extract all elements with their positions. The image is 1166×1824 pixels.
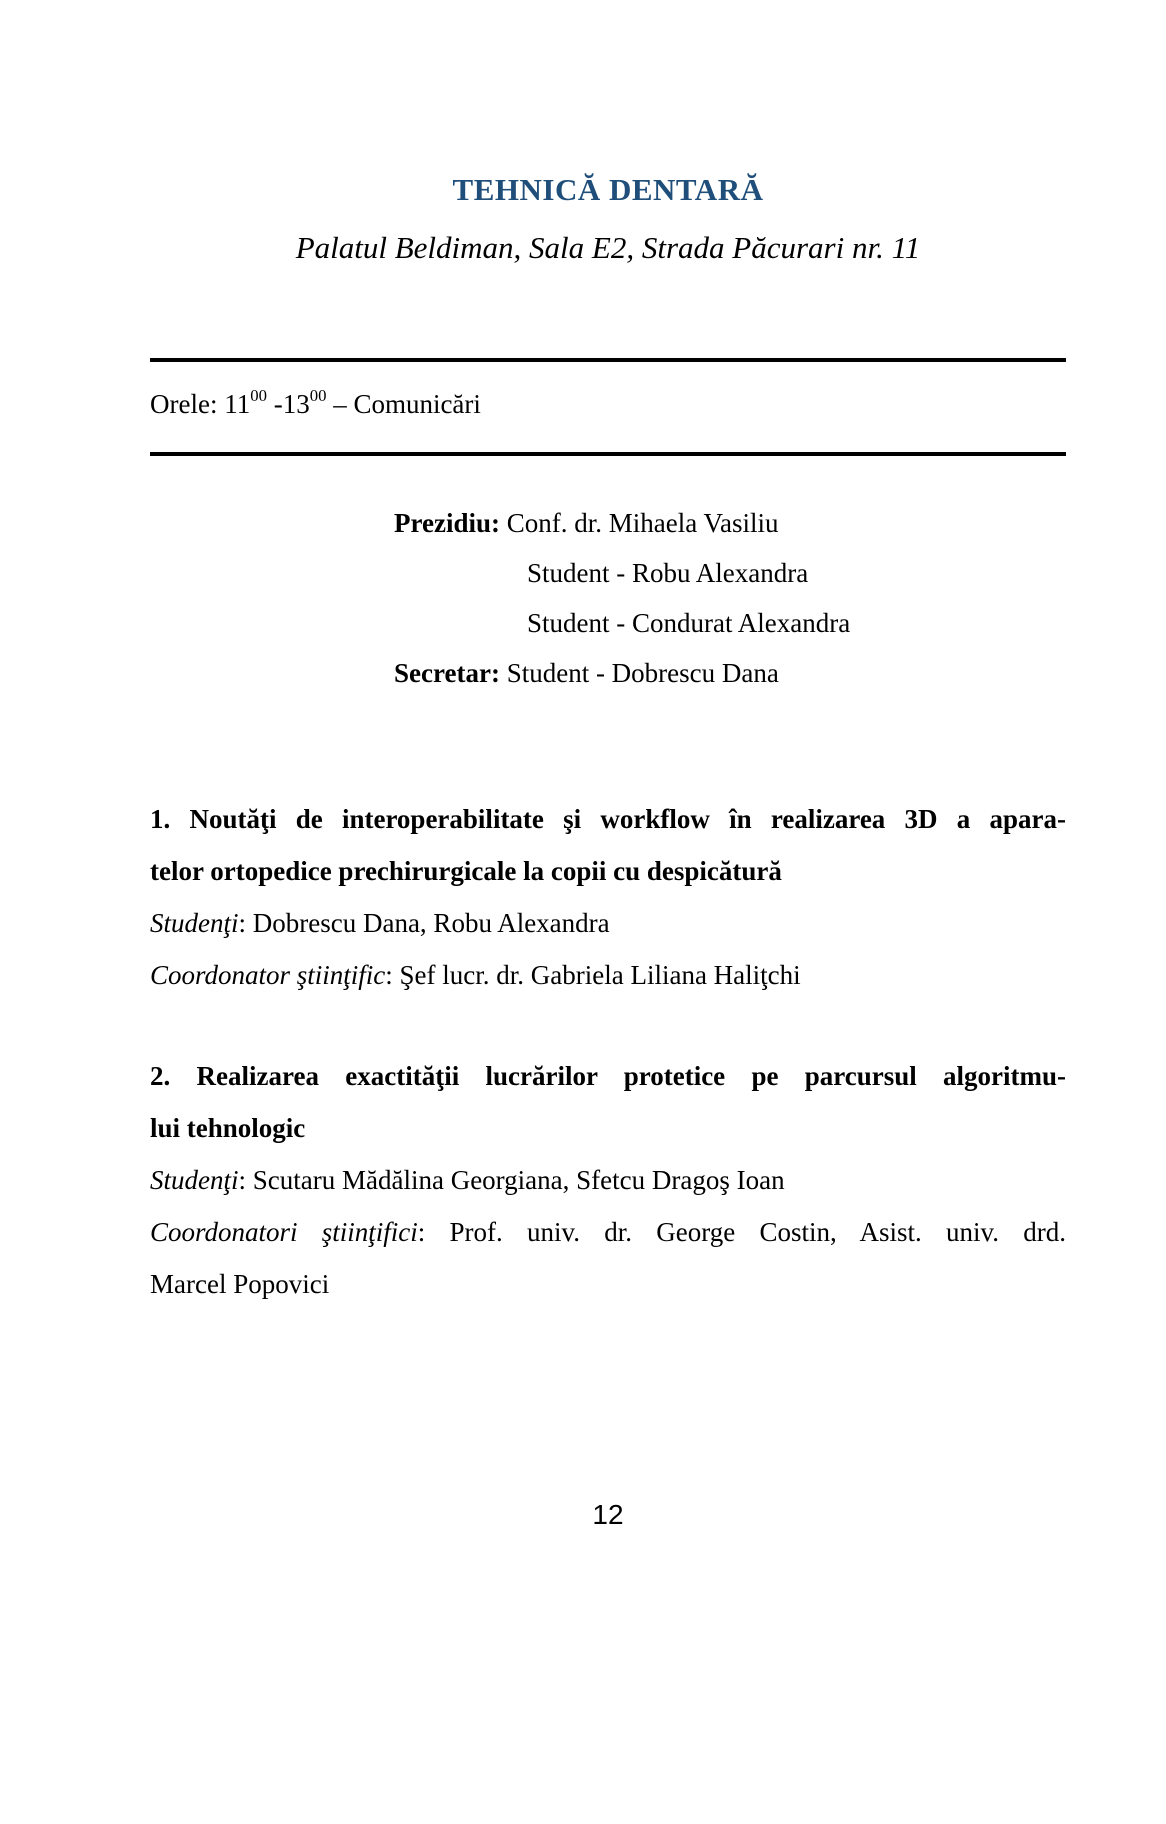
schedule-superscript-1: 00 <box>250 385 267 405</box>
coordinator-label: Coordonator ştiinţific <box>150 960 386 990</box>
students-label: Studenţi <box>150 908 239 938</box>
students-label: Studenţi <box>150 1165 239 1195</box>
secretary-label: Secretar: <box>394 658 500 688</box>
schedule-line <box>150 384 1066 424</box>
horizontal-rule-top <box>150 358 1066 362</box>
item-title-line: telor ortopedice prechirurgicale la copii cu despicătură <box>150 856 782 886</box>
page-title: TEHNICĂ DENTARĂ <box>452 172 764 207</box>
presidium-member-line: Student - Robu Alexandra <box>527 558 809 588</box>
students-line <box>150 1154 1066 1206</box>
students-value: : Dobrescu Dana, Robu Alexandra <box>238 908 610 938</box>
schedule-superscript-2: 00 <box>309 385 327 405</box>
coordinator-value: : Prof. univ. dr. George Costin, Asist. univ. drd. <box>417 1217 1066 1247</box>
coordinator-line <box>150 1206 1066 1258</box>
students-value: : Scutaru Mădălina Georgiana, Sfetcu Dragoş Ioan <box>238 1165 785 1195</box>
coordinator-value: : Şef lucr. dr. Gabriela Liliana Haliţchi <box>385 960 801 990</box>
page-subtitle: Palatul Beldiman, Sala E2, Strada Păcurari nr. 11 <box>295 230 921 265</box>
horizontal-rule-bottom <box>150 452 1066 456</box>
coordinator-label: Coordonatori ştiinţifici <box>150 1217 418 1247</box>
schedule-time-prefix: Orele: 11 <box>150 389 251 419</box>
schedule-session-type: – Comunicări <box>326 389 481 419</box>
presidium-value: Conf. dr. Mihaela Vasiliu <box>499 508 779 538</box>
students-line <box>150 897 1066 949</box>
item-title-line: lui tehnologic <box>150 1113 306 1143</box>
item-title-line: 1. Noutăţi de interoperabilitate şi workflow în realizarea 3D a apara- <box>150 804 1066 834</box>
presidium-label: Prezidiu: <box>394 508 500 538</box>
presidium-line <box>394 498 1066 548</box>
committee-block <box>394 498 1066 698</box>
coordinator-line <box>150 949 1066 1001</box>
presidium-member-line: Student - Condurat Alexandra <box>527 608 851 638</box>
coordinator-overflow-line: Marcel Popovici <box>150 1269 330 1299</box>
schedule-time-mid: -13 <box>266 389 310 419</box>
item-title-line: 2. Realizarea exactităţii lucrărilor protetice pe parcursul algoritmu- <box>150 1061 1066 1091</box>
program-item-1 <box>150 793 1066 1001</box>
page-number: 12 <box>592 1499 624 1530</box>
secretary-value: Student - Dobrescu Dana <box>499 658 779 688</box>
secretary-line <box>394 648 1066 698</box>
document-page <box>150 170 1066 1530</box>
program-item-2 <box>150 1050 1066 1310</box>
